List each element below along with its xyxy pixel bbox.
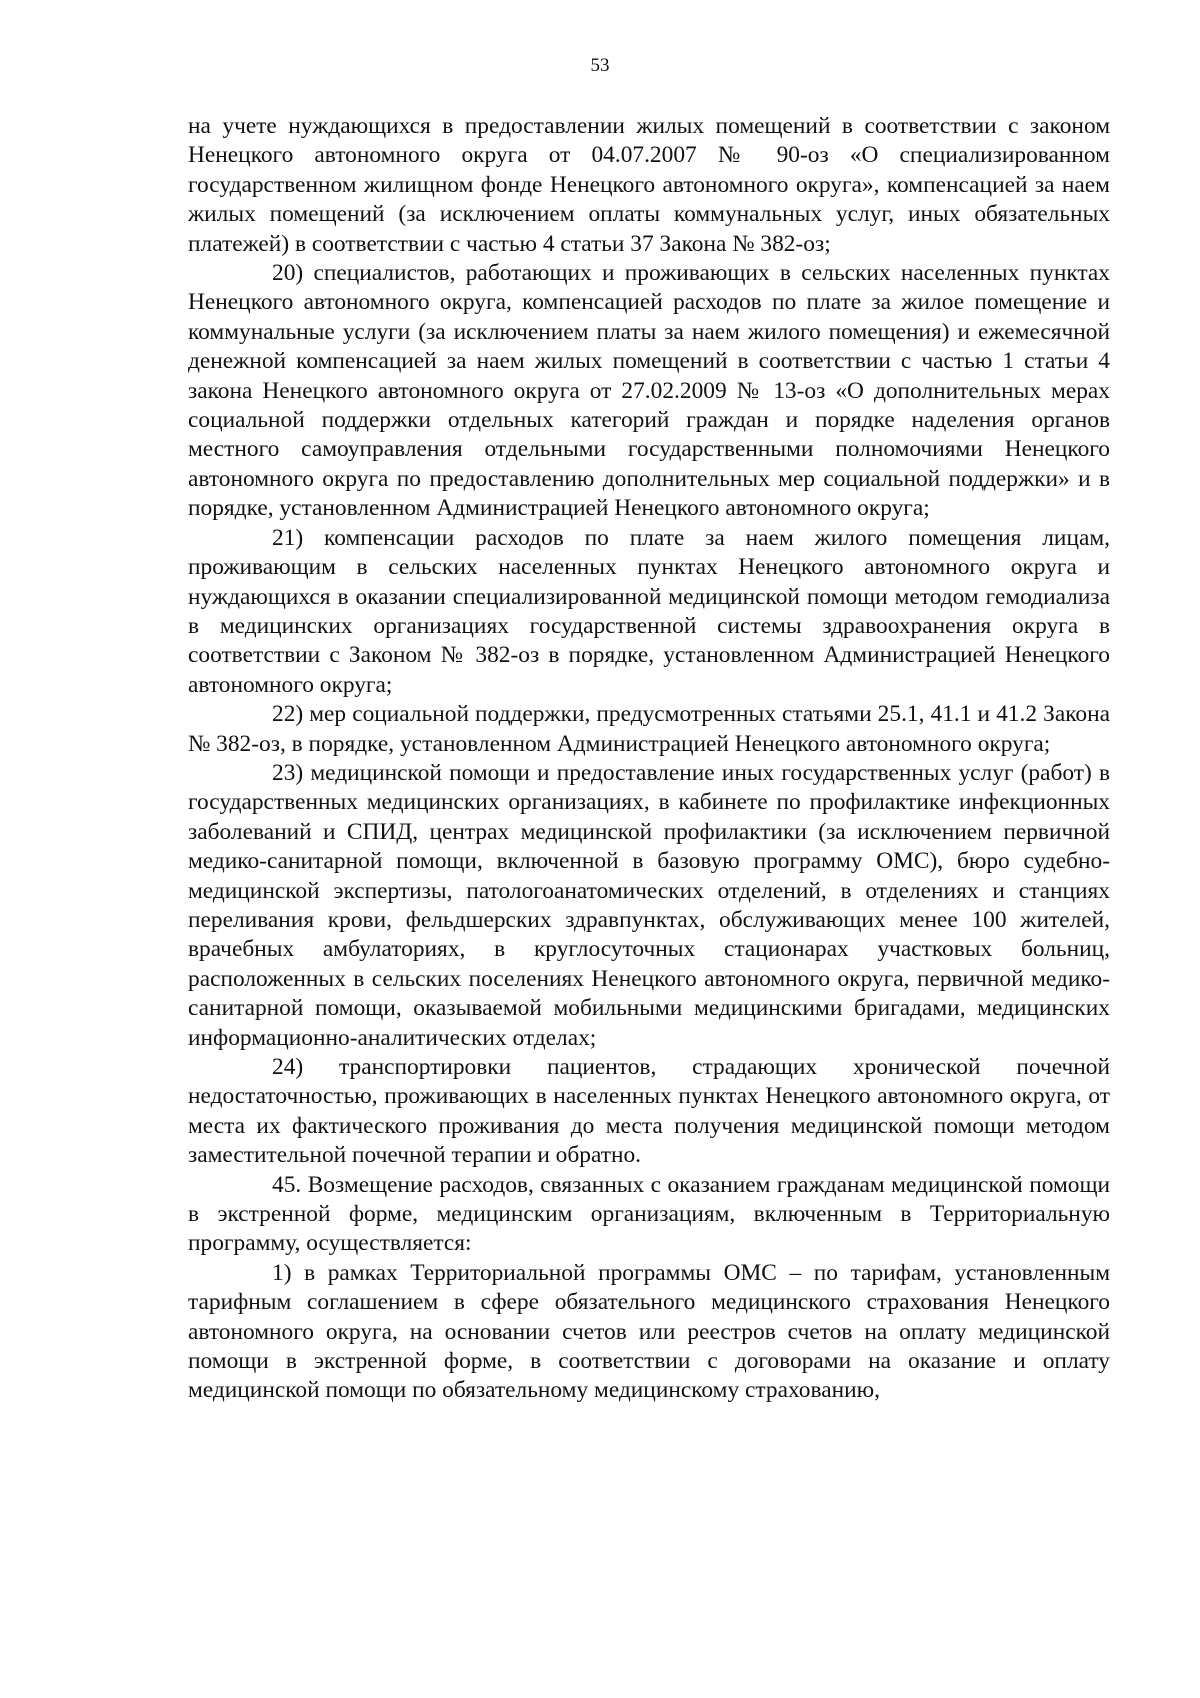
- paragraph-item-22: 22) мер социальной поддержки, предусмотренных статьями 25.1, 41.1 и 41.2 Закона № 382-оз, в порядке, установленном Администрацией Ненецкого автономного округа;: [188, 701, 1110, 757]
- paragraph-item-20: 20) специалистов, работающих и проживающих в сельских населенных пунктах Ненецкого автономного округа, компенсацией расходов по плате за жилое помещение и коммунальные услуги (за исключением платы за наем жилого помещения) и ежемесячной денежной компенсацией за наем жилых помещений в соответствии с частью 1 статьи 4 закона Ненецкого автономного округа от 27.02.2009 № 13-оз «О дополнительных мерах социальной поддержки отдельных категорий граждан и порядке наделения органов местного самоуправления отдельными государственными полномочиями Ненецкого автономного округа по предоставлению дополнительных мер социальной поддержки» и в порядке, установленном Администрацией Ненецкого автономного округа;: [188, 260, 1110, 522]
- document-body: [188, 112, 1110, 1406]
- paragraph-section-45: 45. Возмещение расходов, связанных с оказанием гражданам медицинской помощи в экстренной форме, медицинским организациям, включенным в Территориальную программу, осуществляется:: [188, 1171, 1110, 1257]
- paragraph-item-24: 24) транспортировки пациентов, страдающих хронической почечной недостаточностью, проживающих в населенных пунктах Ненецкого автономного округа, от места их фактического проживания до места получения медицинской помощи методом заместительной почечной терапии и обратно.: [188, 1054, 1110, 1169]
- paragraph-continuation: на учете нуждающихся в предоставлении жилых помещений в соответствии с законом Ненецкого автономного округа от 04.07.2007 № 90-оз «О специализированном государственном жилищном фонде Ненецкого автономного округа», компенсацией за наем жилых помещений (за исключением оплаты коммунальных услуг, иных обязательных платежей) в соответствии с частью 4 статьи 37 Закона № 382-оз;: [188, 113, 1110, 257]
- paragraph-item-21: 21) компенсации расходов по плате за наем жилого помещения лицам, проживающим в сельских населенных пунктах Ненецкого автономного округа и нуждающихся в оказании специализированной медицинской помощи методом гемодиализа в медицинских организациях государственной системы здравоохранения округа в соответствии с Законом № 382-оз в порядке, установленном Администрацией Ненецкого автономного округа;: [188, 524, 1110, 698]
- page-number: 53: [590, 55, 610, 76]
- paragraph-section-45-item-1: 1) в рамках Территориальной программы ОМС – по тарифам, установленным тарифным соглашением в сфере обязательного медицинского страхования Ненецкого автономного округа, на основании счетов или реестров счетов на оплату медицинской помощи в экстренной форме, в соответствии с договорами на оказание и оплату медицинской помощи по обязательному медицинскому страхованию,: [188, 1259, 1110, 1404]
- paragraph-item-23: 23) медицинской помощи и предоставление иных государственных услуг (работ) в государственных медицинских организациях, в кабинете по профилактике инфекционных заболеваний и СПИД, центрах медицинской профилактики (за исключением первичной медико-санитарной помощи, включенной в базовую программу ОМС), бюро судебно-медицинской экспертизы, патологоанатомических отделений, в отделениях и станциях переливания крови, фельдшерских здравпунктах, обслуживающих менее 100 жителей, врачебных амбулаториях, в круглосуточных стационарах участковых больниц, расположенных в сельских поселениях Ненецкого автономного округа, первичной медико-санитарной помощи, оказываемой мобильными медицинскими бригадами, медицинских информационно-аналитических отделах;: [188, 759, 1110, 1051]
